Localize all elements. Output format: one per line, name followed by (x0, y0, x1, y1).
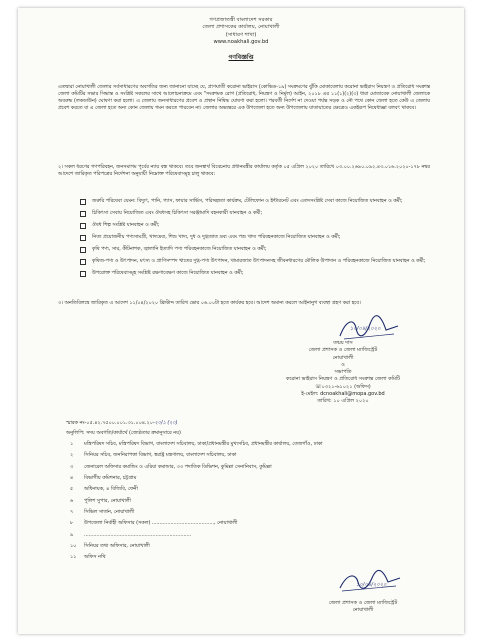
section-name: (সাধারণ শাখা) (225, 31, 257, 38)
list-item: উপরোক্ত পরিষেবাসমূহ সংশ্লিষ্ট রক্ষণাবেক্ষণ কাজে নিয়োজিত যানবাহন ও কর্মী; (80, 270, 430, 277)
signature-date-handwritten-2: ১০/০৪/২০২০ (356, 582, 387, 588)
document-page (18, 8, 464, 634)
signature-date-handwritten: ১০/০৪/২০২০ (350, 326, 381, 332)
signatory-name: তন্ময় দাস (333, 340, 353, 346)
list-item: জরুরি পরিষেবা যেমন: বিদ্যুৎ, পানি, গ্যাস, ফায়ার সার্ভিস, পরিচ্ছন্নতা কার্যক্রম, টেলিফোন ও ইন্টারনেট এবং এতদসংশ্লিষ্ট সেবা কাজে নিয়োজিত যানবাহন ও কর্মী; (80, 198, 430, 205)
office-phone: ☏০৩২১-৬১০২১ (অফিস) (315, 383, 371, 390)
list-item: ৪ বিভাগীয় কমিশনার, চট্টগ্রাম (70, 475, 137, 482)
memo-number: স্মারক নং-০৫.৪২.৭৫০০.০০১.৩১.০০৪.২০- (66, 420, 155, 426)
signatory-role: সভাপতি (334, 369, 352, 375)
list-item: ২ সিনিয়র সচিব, জননিরাপত্তা বিভাগ, স্বরাষ্ট্র মন্ত্রণালয়, বাংলাদেশ সচিবালয়, ঢাকা (70, 452, 237, 459)
list-item: ১১ অফিস নথি (70, 554, 106, 561)
signature-block-2 (298, 600, 428, 615)
office-name: জেলা প্রশাসকের কার্যালয়, নোয়াখালী (202, 24, 280, 31)
list-item: ৬ পুলিশ সুপার, নোয়াখালী (70, 497, 131, 504)
list-item: ৩ জেনারেল অফিসার কমান্ডিং ও এরিয়া কমান্ডার, ৩৩ পদাতিক ডিভিশন, কুমিল্লা সেনানিবাস, কুমিল্লা (70, 463, 272, 470)
copy-to-heading: অনুলিপি: সদয় অবগতি/কার্যার্থে (জ্যেষ্ঠতার ক্রমানুসারে নয়) (66, 430, 181, 436)
notice-title: গণবিজ্ঞপ্তি (228, 54, 254, 62)
checkbox-bullet-icon (80, 199, 86, 205)
list-item: ৭ সিভিল সার্জন, নোয়াখালী (70, 509, 135, 516)
signatory-designation-2: জেলা প্রশাসক ও জেলা ম্যাজিস্ট্রেট (328, 600, 398, 606)
checkbox-bullet-icon (80, 247, 86, 253)
list-item: ১০ সিনিয়র তথ্য অফিসার, নোয়াখালী (70, 543, 150, 550)
list-item: ১ মন্ত্রিপরিষদ সচিব, মন্ত্রিপরিষদ বিভাগ, বাংলাদেশ সচিবালয়, ঢাকা/প্রধানমন্ত্রীর মুখ্যসচিব, প্রধানমন্ত্রীর কার্যালয়, তেজগাঁও, ঢাকা (70, 441, 323, 447)
notice-date: তারিখ: ১০ এপ্রিল ২০২০ (317, 398, 369, 404)
list-item: ৮ উপজেলা নির্বাহী অফিসার (সকল) ........................................, নোয়াখালী (70, 520, 238, 527)
signatory-district-2: নোয়াখালী (352, 607, 374, 614)
website-link[interactable]: www.noakhali.gov.bd (213, 38, 269, 45)
effective-paragraph: ৩। অনতিবিলম্বে জারিকৃত এ আদেশ ১১/০৪/২০২০ খ্রিস্টাব্দ তারিখ ভোর ০৬.০০টা হতে কার্যকর হবে। আদেশ অমান্য করলে আইনানুগ ব্যবস্থা গ্রহণ করা হবে। (58, 300, 361, 306)
checkbox-bullet-icon (80, 259, 86, 265)
memo-number-line (66, 420, 446, 427)
letterhead (18, 17, 464, 46)
signature-block (258, 340, 428, 405)
checkbox-bullet-icon (80, 211, 86, 217)
list-item: কৃষিজ-পণ্য ও উৎপাদন, মৎস্য ও প্রাণিসম্পদ খাতের দুগ্ধ-পণ্য উৎপাদন, খামারজাত উৎপাদনসহ জীবনধারণের মৌলিক উপাদান ও পরিবহনকাজে নিয়োজিত যানবাহন ও কর্মী; (80, 258, 430, 265)
memo-number-handwritten: ২০/১ (২০) (154, 420, 178, 426)
signatory-district: নোয়াখালী (332, 354, 354, 361)
services-paragraph: ২। সকল ধরণের গণপরিবহন, জনসমাগম পূর্বের ন্যায় বন্ধ থাকবে। তবে জনস্বার্থ বিবেচনায় প্রধানমন্ত্রীর কার্যালয় কর্তৃক ০৫ এপ্রিল ২০২০ তারিখে ০৩.০০.২৬৯০.০৯২.৪৩.০১৬.২০২০-১৭৮ নম্বর আদেশে জারিকৃত পরিপত্রের নির্দেশনা অনুযায়ী নিম্নোক্ত পরিষেবাসমূহ চালু থাকবে: (58, 164, 430, 177)
intro-paragraph: এতদ্বারা নোয়াখালী জেলার সর্বসাধারণের অবগতির জন্য জানানো যাচ্ছে যে, প্রাণঘাতী করোনা ভাইরাস (কোভিড-১৯) সংক্রমণের ঝুঁকি মোকাবেলায় করোনা ভাইরাস নিয়ন্ত্রণ ও প্রতিরোধ সংক্রান্ত জেলা কমিটির সভার সিদ্ধান্ত ও সংশ্লিষ্ট সকলের সাথে আলোচনাক্রমে এবং "সংক্রামক রোগ (প্রতিরোধ, নিয়ন্ত্রণ ও নির্মূল) আইন, ২০১৮ এর ১১(১)(২)(৩) ধারা মোতাবেক নোয়াখালী জেলাকে অবরুদ্ধ (লকডাউন) ঘোষণা করা হলো। এ জেলায় জনসাধারণের প্রবেশ ও প্রস্থান নিষিদ্ধ ঘোষণা করা হলো। পরবর্তী নির্দেশ না দেওয়া পর্যন্ত সড়ক ও নৌ পথে কোন জেলা হতে কেউ এ জেলায় প্রবেশ করতে বা এ জেলা হতে অন্য কোন জেলায় গমন করতে পারবেন না। জেলার অভ্যন্তরে এক উপজেলা হতে অন্য উপজেলায় যাতায়াতের ক্ষেত্রেও একইরূপ নিষেধাজ্ঞা বলবৎ থাকবে। (58, 84, 430, 111)
list-item: ঔষধ শিল্প সংশ্লিষ্ট যানবাহন ও কর্মী; (80, 222, 430, 229)
checkbox-bullet-icon (80, 235, 86, 241)
checkbox-bullet-icon (80, 271, 86, 277)
list-item: ৫ অধিনায়ক, ৪ বিজিবি, ফেনী (70, 486, 138, 493)
checkbox-bullet-icon (80, 223, 86, 229)
list-item: চিকিৎসা সেবায় নিয়োজিত এবং ঔষধসহ চিকিৎসা সরঞ্জামাদি বহনকারী যানবাহন ও কর্মী; (80, 210, 430, 217)
committee-name: করোনা ভাইরাস নিয়ন্ত্রণ ও প্রতিরোধ সংক্রান্ত জেলা কমিটি (285, 376, 401, 383)
list-item: কৃষি পণ্য, সার, কীটনাশক, জ্বালানি ইত্যাদি পণ্য পরিবহনকাজে নিয়োজিত যানবাহন ও কর্মী; (80, 246, 430, 253)
signatory-and: ও (341, 361, 345, 368)
list-item: ৯ ..................................................................... (70, 531, 192, 538)
list-item: নিত্য প্রয়োজনীয় পণ্যসামগ্রী, খাদ্যদ্রব্য, শিশু খাদ্য, দুধ ও দুগ্ধজাত দ্রব্য এবং পশু খাদ্য পরিবহনকাজে নিয়োজিত যানবাহন ও কর্মী; (80, 234, 430, 241)
copy-recipient-list (70, 441, 450, 566)
office-email[interactable]: ই-মেইল: dcnoakhali@mopa.gov.bd (301, 390, 385, 397)
signatory-designation: জেলা প্রশাসক ও জেলা ম্যাজিস্ট্রেট (308, 347, 378, 354)
government-name: গণপ্রজাতন্ত্রী বাংলাদেশ সরকার (209, 17, 273, 23)
services-list (80, 198, 430, 282)
